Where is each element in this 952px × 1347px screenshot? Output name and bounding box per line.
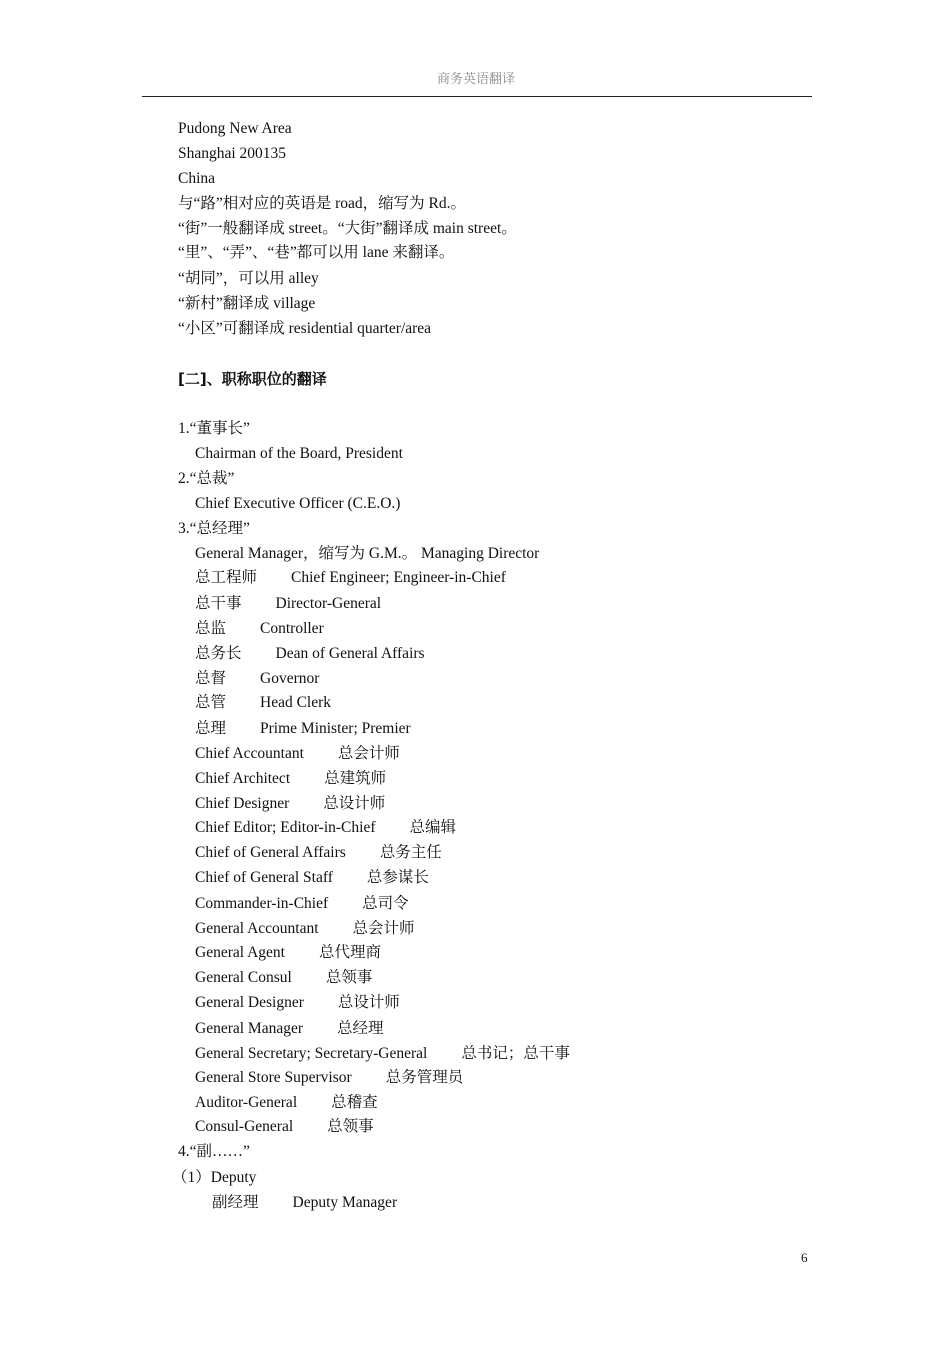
pair-cn: 总干事: [195, 595, 242, 612]
title-pair: [195, 594, 381, 614]
item-1-heading: 1.“董事长”: [178, 420, 250, 437]
item-1-text: Chairman of the Board, President: [195, 445, 403, 462]
pair-cn: 总务长: [195, 645, 242, 662]
title-pair: [195, 619, 324, 639]
title-pair: [195, 644, 425, 664]
pair-cn: 总监: [195, 620, 227, 637]
title-pair: [195, 818, 456, 838]
title-pair: [195, 744, 400, 764]
pair-en: Chief of General Affairs: [195, 844, 346, 861]
pair-cn: 总设计师: [323, 795, 386, 812]
note-village: “新村”翻译成 village: [178, 295, 316, 312]
pair-en: General Consul: [195, 969, 292, 986]
pair-en: Chief of General Staff: [195, 869, 333, 886]
title-pair: [195, 1117, 374, 1137]
pair-cn: 总理: [195, 720, 227, 737]
pair-cn: 总督: [195, 670, 227, 687]
pair-cn: 总会计师: [337, 745, 400, 762]
title-pair: [195, 843, 442, 863]
pair-cn: 总代理商: [318, 944, 381, 961]
pair-en: General Manager: [195, 1020, 304, 1037]
title-pair: [195, 769, 386, 789]
pair-en: Controller: [260, 620, 324, 637]
pair-en: Chief Designer: [195, 795, 290, 812]
title-pair: [195, 794, 385, 814]
pair-en: Consul-General: [195, 1118, 294, 1135]
pair-en: Governor: [260, 670, 320, 687]
title-pair: [195, 669, 319, 689]
title-pair: [195, 968, 372, 988]
pair-en: General Store Supervisor: [195, 1069, 352, 1086]
pair-en: Director-General: [275, 595, 382, 612]
address-line-1: Pudong New Area: [178, 120, 292, 137]
title-pair: [195, 993, 400, 1013]
pair-en: General Accountant: [195, 920, 319, 937]
pair-cn: 总工程师: [195, 569, 258, 586]
pair-cn: 总编辑: [409, 819, 456, 836]
pair-cn: 副经理: [212, 1194, 259, 1211]
pair-en: Auditor-General: [195, 1094, 298, 1111]
pair-en: Chief Accountant: [195, 745, 304, 762]
title-pair: [195, 1068, 463, 1088]
title-pair: [195, 943, 381, 963]
title-pair: [195, 1044, 570, 1064]
pair-cn: 总经理: [337, 1020, 384, 1037]
title-pair: [195, 1019, 384, 1039]
title-pair: [195, 693, 331, 713]
pair-cn: 总务主任: [379, 844, 442, 861]
title-pair: [195, 1093, 378, 1113]
running-header: 商务英语翻译: [436, 71, 515, 86]
title-pair: [195, 894, 409, 914]
pair-en: Dean of General Affairs: [275, 645, 425, 662]
deputy-example: [212, 1193, 397, 1213]
pair-cn: 总书记；总干事: [461, 1045, 570, 1062]
pair-cn: 总会计师: [352, 920, 415, 937]
pair-cn: 总领事: [325, 969, 373, 986]
page-number: 6: [801, 1250, 808, 1265]
pair-cn: 总领事: [327, 1118, 374, 1135]
pair-cn: 总稽查: [331, 1094, 378, 1111]
note-road: 与“路”相对应的英语是 road，缩写为 Rd.。: [178, 195, 467, 212]
title-pair: [195, 568, 506, 588]
title-pair: [195, 719, 411, 739]
section-title: [二]、职称职位的翻译: [178, 370, 327, 388]
item-4-heading: 4.“副……”: [178, 1143, 250, 1160]
item-2-text: Chief Executive Officer (C.E.O.): [195, 495, 401, 512]
item-3-text: General Manager，缩写为 G.M.。 Managing Director: [195, 545, 540, 562]
pair-en: General Secretary; Secretary-General: [195, 1045, 428, 1062]
pair-en: Chief Architect: [195, 770, 291, 787]
pair-en: Chief Engineer; Engineer-in-Chief: [291, 569, 506, 586]
address-line-3: China: [178, 170, 216, 187]
pair-en: Deputy Manager: [292, 1194, 398, 1211]
pair-cn: 总务管理员: [385, 1069, 464, 1086]
title-pair: [195, 919, 415, 939]
title-pair: [195, 868, 429, 888]
header-rule: [142, 96, 812, 97]
note-residential: “小区”可翻译成 residential quarter/area: [178, 320, 432, 337]
pair-cn: 总建筑师: [324, 770, 387, 787]
pair-en: Prime Minister; Premier: [260, 720, 411, 737]
pair-en: Head Clerk: [260, 694, 332, 711]
pair-cn: 总司令: [362, 895, 409, 912]
pair-cn: 总设计师: [337, 994, 400, 1011]
address-line-2: Shanghai 200135: [178, 145, 287, 162]
pair-en: Commander-in-Chief: [195, 895, 329, 912]
item-2-heading: 2.“总裁”: [178, 470, 235, 487]
note-street: “街”一般翻译成 street。“大街”翻译成 main street。: [178, 220, 517, 237]
pair-en: Chief Editor; Editor-in-Chief: [195, 819, 376, 836]
item-3-heading: 3.“总经理”: [178, 520, 250, 537]
pair-cn: 总参谋长: [366, 869, 429, 886]
note-lane: “里”、“弄”、“巷”都可以用 lane 来翻译。: [178, 244, 455, 261]
sub-1-heading: （1）Deputy: [172, 1169, 257, 1186]
pair-en: General Agent: [195, 944, 285, 961]
pair-en: General Designer: [195, 994, 304, 1011]
note-alley: “胡同”，可以用 alley: [178, 270, 319, 287]
pair-cn: 总管: [195, 694, 227, 711]
